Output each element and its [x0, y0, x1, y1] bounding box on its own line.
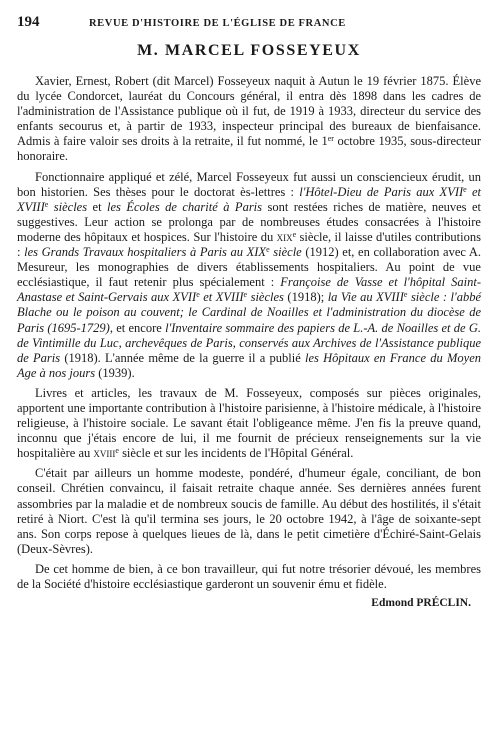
paragraph-character: C'était par ailleurs un homme modeste, pondéré, d'humeur égale, conciliant, de bon conseil. Chrétien convaincu, il faisait retraite chaque année. Ses dernières années furent assombries par la maladie et de nombreux soucis de famille. Au début des hostilités, il s'était retiré à Niort. C'est là qu'il termina ses jours, le 20 octobre 1942, à l'âge de soixante-sept ans. Son corps repose à quelques lieues de là, dans le petit cimetière d'Échiré-Saint-Gelais (Deux-Sèvres).: [17, 466, 481, 556]
running-head: [17, 14, 481, 34]
paragraph-works: Fonctionnaire appliqué et zélé, Marcel Fosseyeux fut aussi un consciencieux érudit, un bon historien. Ses thèses pour le doctorat ès-lettres : l'Hôtel-Dieu de Paris aux XVIIe et XVIIIe siècles et les Écoles de charité à Paris sont restées riches de matière, neuves et suggestives. Leur action se prolonga par de nombreuses études consacrées à l'histoire moderne des hôpitaux et hospices. Sur l'histoire du xix$^e$ siècle, il laisse d'utiles contributions : les Grands Travaux hospitaliers à Paris au XIXe siècle (1912) et, en collaboration avec A. Mesureur, les monographies de divers établissements hospitaliers. Au point de vue ecclésiastique, il faut retenir plus spécialement : Françoise de Vasse et l'hôpital Saint-Anastase et Saint-Gervais aux XVIIe et XVIIIe siècles (1918); la Vie au XVIIIe siècle : l'abbé Blache ou le poison au couvent; le Cardinal de Noailles et l'administration du diocèse de Paris (1695-1729), et encore l'Inventaire sommaire des papiers de L.-A. de Noailles et de G. de Vintimille du Luc, archevêques de Paris, conservés aux Archives de l'Assistance publique de Paris (1918). L'année même de la guerre il a publié les Hôpitaux en France du Moyen Age à nos jours (1939).: [17, 169, 482, 380]
paragraph-contributions: Livres et articles, les travaux de M. Fosseyeux, composés sur pièces originales, apportent une importante contribution à l'histoire parisienne, à l'histoire médicale, à l'histoire religieuse, à l'histoire sociale. Le savant était l'obligeance même. J'en fis la preuve quand, inconnu que j'étais encore de lui, il me fournit de précieux renseignements sur la vie hospitalière au xviii$^e$ siècle et sur les incidents de l'Hôpital Général.: [17, 385, 481, 461]
signature: Edmond PRÉCLIN.: [371, 597, 471, 610]
paragraph-tribute: De cet homme de bien, à ce bon travailleur, qui fut notre trésorier dévoué, les membres de la Société d'histoire ecclésiastique garderont un souvenir ému et fidèle.: [17, 561, 481, 591]
page-number: 194: [17, 14, 40, 30]
article-title: M. MARCEL FOSSEYEUX: [137, 42, 361, 59]
journal-title: REVUE D'HISTOIRE DE L'ÉGLISE DE FRANCE: [89, 18, 346, 29]
paragraph-biography: Xavier, Ernest, Robert (dit Marcel) Fosseyeux naquit à Autun le 19 février 1875. Élève du lycée Condorcet, lauréat du Concours général, il entra dès 1898 dans les cadres de l'administration de l'Assistance publique où il fut, de 1919 à 1933, directeur du service des enfants secourus et, à partir de 1933, inspecteur principal des bureaux de bienfaisance. Admis à faire valoir ses droits à la retraite, il fut nommé, le 1er octobre 1935, sous-directeur honoraire.: [17, 74, 481, 164]
